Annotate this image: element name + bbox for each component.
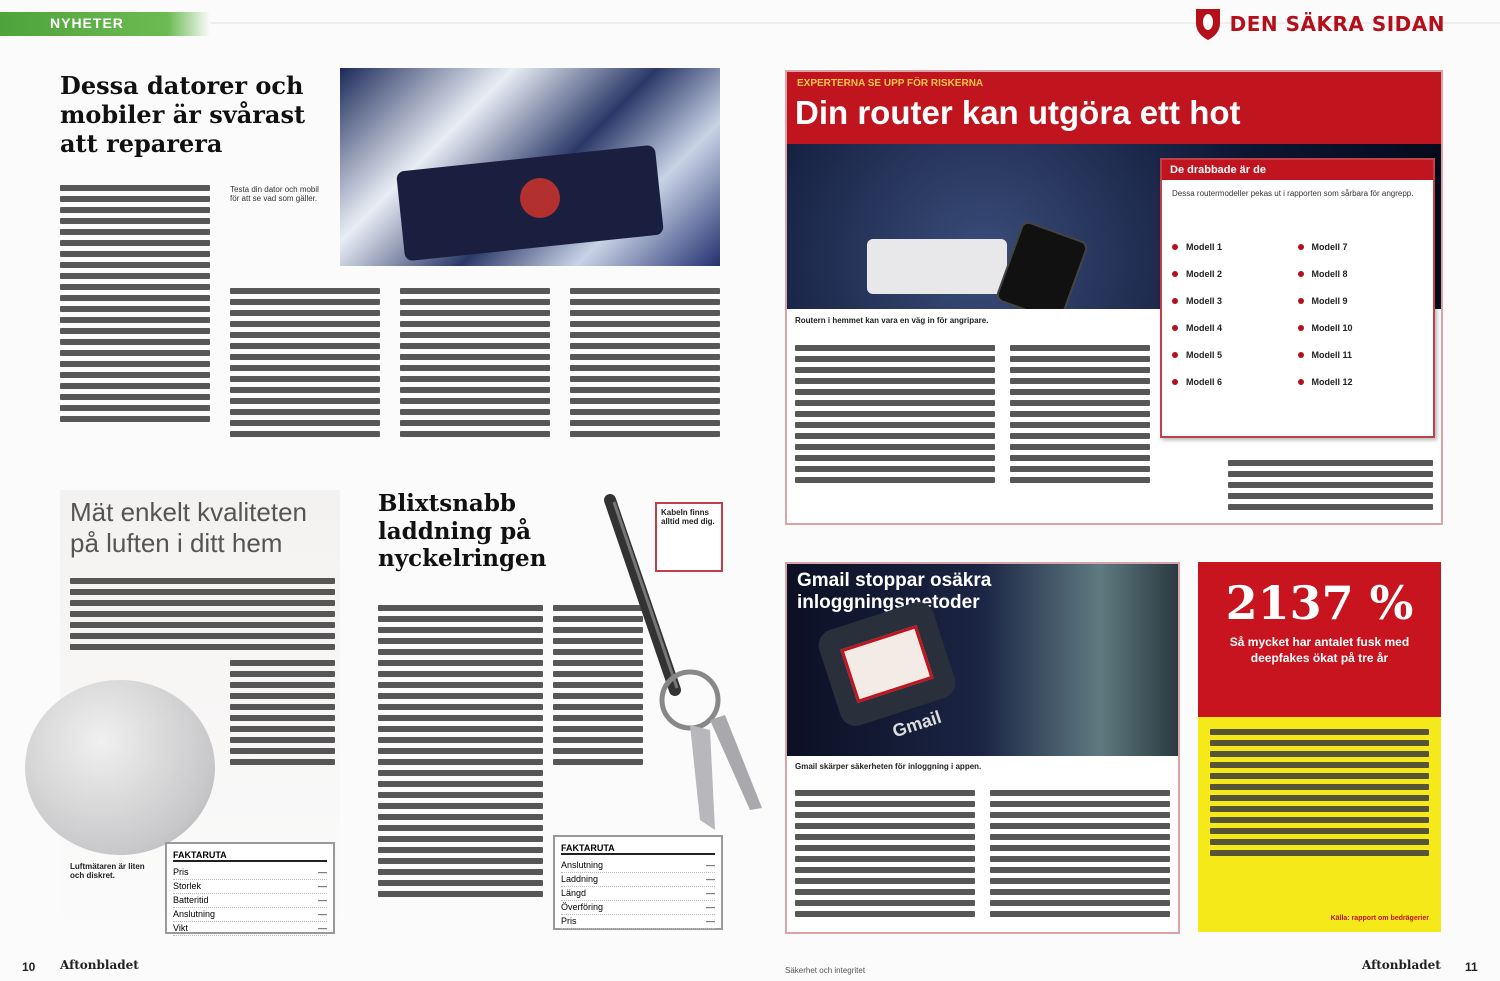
- router-models-left: [1172, 242, 1298, 387]
- gmail-body-col1: [795, 790, 975, 917]
- stat-source: Källa: rapport om bedrägerier: [1330, 915, 1429, 922]
- brand-title: DEN SÄKRA SIDAN: [1229, 12, 1445, 36]
- air-body: [70, 578, 335, 650]
- router-header-band: [787, 72, 1441, 144]
- air-headline: Mät enkelt kvaliteten på luften i ditt hem: [70, 497, 308, 559]
- router-headline: Din router kan utgöra ett hot: [795, 94, 1241, 131]
- fact-row: Längd —: [561, 887, 715, 901]
- fact-row: Anslutning —: [173, 908, 327, 922]
- router-model-item: Modell 2: [1172, 269, 1298, 279]
- fact-row: Pris —: [173, 866, 327, 880]
- repair-body-col4: [570, 288, 720, 437]
- fact-row: Storlek —: [173, 880, 327, 894]
- router-model-item: Modell 5: [1172, 350, 1298, 360]
- air-photo-caption: Luftmätaren är liten och diskret.: [70, 862, 145, 880]
- router-kicker: EXPERTERNA SE UPP FÖR RISKERNA: [797, 78, 984, 89]
- router-body-col2: [1010, 345, 1150, 483]
- keyring-body-col1: [378, 605, 543, 897]
- gmail-app-label: Gmail: [889, 706, 944, 742]
- router-sidebar-intro: Dessa routermodeller pekas ut i rapporten som sårbara för angrepp.: [1172, 189, 1414, 198]
- keyring-fact-title: FAKTARUTA: [561, 843, 715, 855]
- router-model-item: Modell 7: [1298, 242, 1424, 252]
- repair-photo-caption: Testa din dator och mobil för att se vad som gäller.: [230, 185, 319, 203]
- footer-brand-left: Aftonbladet: [60, 958, 139, 972]
- router-sidebar: [1160, 158, 1435, 438]
- router-model-item: Modell 8: [1298, 269, 1424, 279]
- fact-row: Pris —: [561, 915, 715, 929]
- router-model-item: Modell 1: [1172, 242, 1298, 252]
- repair-body-col2: [230, 288, 380, 437]
- fact-row: Anslutning —: [561, 859, 715, 873]
- fact-row: Vikt —: [173, 922, 327, 936]
- page-number-right: 11: [1465, 960, 1478, 974]
- footer-brand-right: Aftonbladet: [1362, 958, 1441, 972]
- router-body-col1: [795, 345, 995, 483]
- section-tab: [0, 12, 210, 36]
- router-model-item: Modell 11: [1298, 350, 1424, 360]
- stat-value: 2137 %: [1225, 576, 1414, 630]
- keyring-headline: Blixtsnabb laddning på nyckelringen: [378, 490, 547, 573]
- router-photo-caption: Routern i hemmet kan vara en väg in för angripare.: [795, 316, 989, 325]
- fact-row: Laddning —: [561, 873, 715, 887]
- router-model-item: Modell 9: [1298, 296, 1424, 306]
- page-number-left: 10: [22, 960, 36, 974]
- fact-row: Överföring —: [561, 901, 715, 915]
- router-model-item: Modell 3: [1172, 296, 1298, 306]
- repair-body-col1: [60, 185, 210, 422]
- repair-photo: [340, 68, 720, 266]
- router-model-item: Modell 6: [1172, 377, 1298, 387]
- footer-center: Säkerhet och integritet: [785, 966, 866, 975]
- gmail-body-col2: [990, 790, 1170, 917]
- brand: [1194, 6, 1445, 42]
- fact-row: Batteritid —: [173, 894, 327, 908]
- router-model-item: Modell 4: [1172, 323, 1298, 333]
- keyring-fact-box: [553, 835, 723, 930]
- gmail-headline: Gmail stoppar osäkra inloggningsmetoder: [797, 570, 992, 613]
- stat-caption: Så mycket har antalet fusk med deepfakes ökat på tre år: [1229, 635, 1410, 665]
- air-body-col2: [230, 660, 335, 765]
- router-body-col3: [1228, 460, 1433, 510]
- shield-icon: [1194, 7, 1222, 41]
- router-models-right: [1298, 242, 1424, 387]
- air-sensor-photo: [25, 680, 215, 855]
- stat-box: [1198, 562, 1441, 717]
- router-model-item: Modell 12: [1298, 377, 1424, 387]
- air-fact-title: FAKTARUTA: [173, 850, 327, 862]
- section-label: NYHETER: [50, 15, 124, 31]
- gmail-photo-caption: Gmail skärper säkerheten för inloggning i appen.: [795, 762, 982, 771]
- repair-headline: Dessa datorer och mobiler är svårast att reparera: [60, 71, 306, 158]
- router-model-item: Modell 10: [1298, 323, 1424, 333]
- keyring-callout: Kabeln finns alltid med dig.: [655, 502, 723, 572]
- repair-body-col3: [400, 288, 550, 437]
- stat-detail-box: [1198, 717, 1441, 932]
- gmail-photo: [787, 564, 1178, 756]
- stat-detail-body: [1210, 729, 1429, 856]
- router-sidebar-title: De drabbade är de: [1162, 160, 1433, 180]
- air-fact-box: [165, 842, 335, 934]
